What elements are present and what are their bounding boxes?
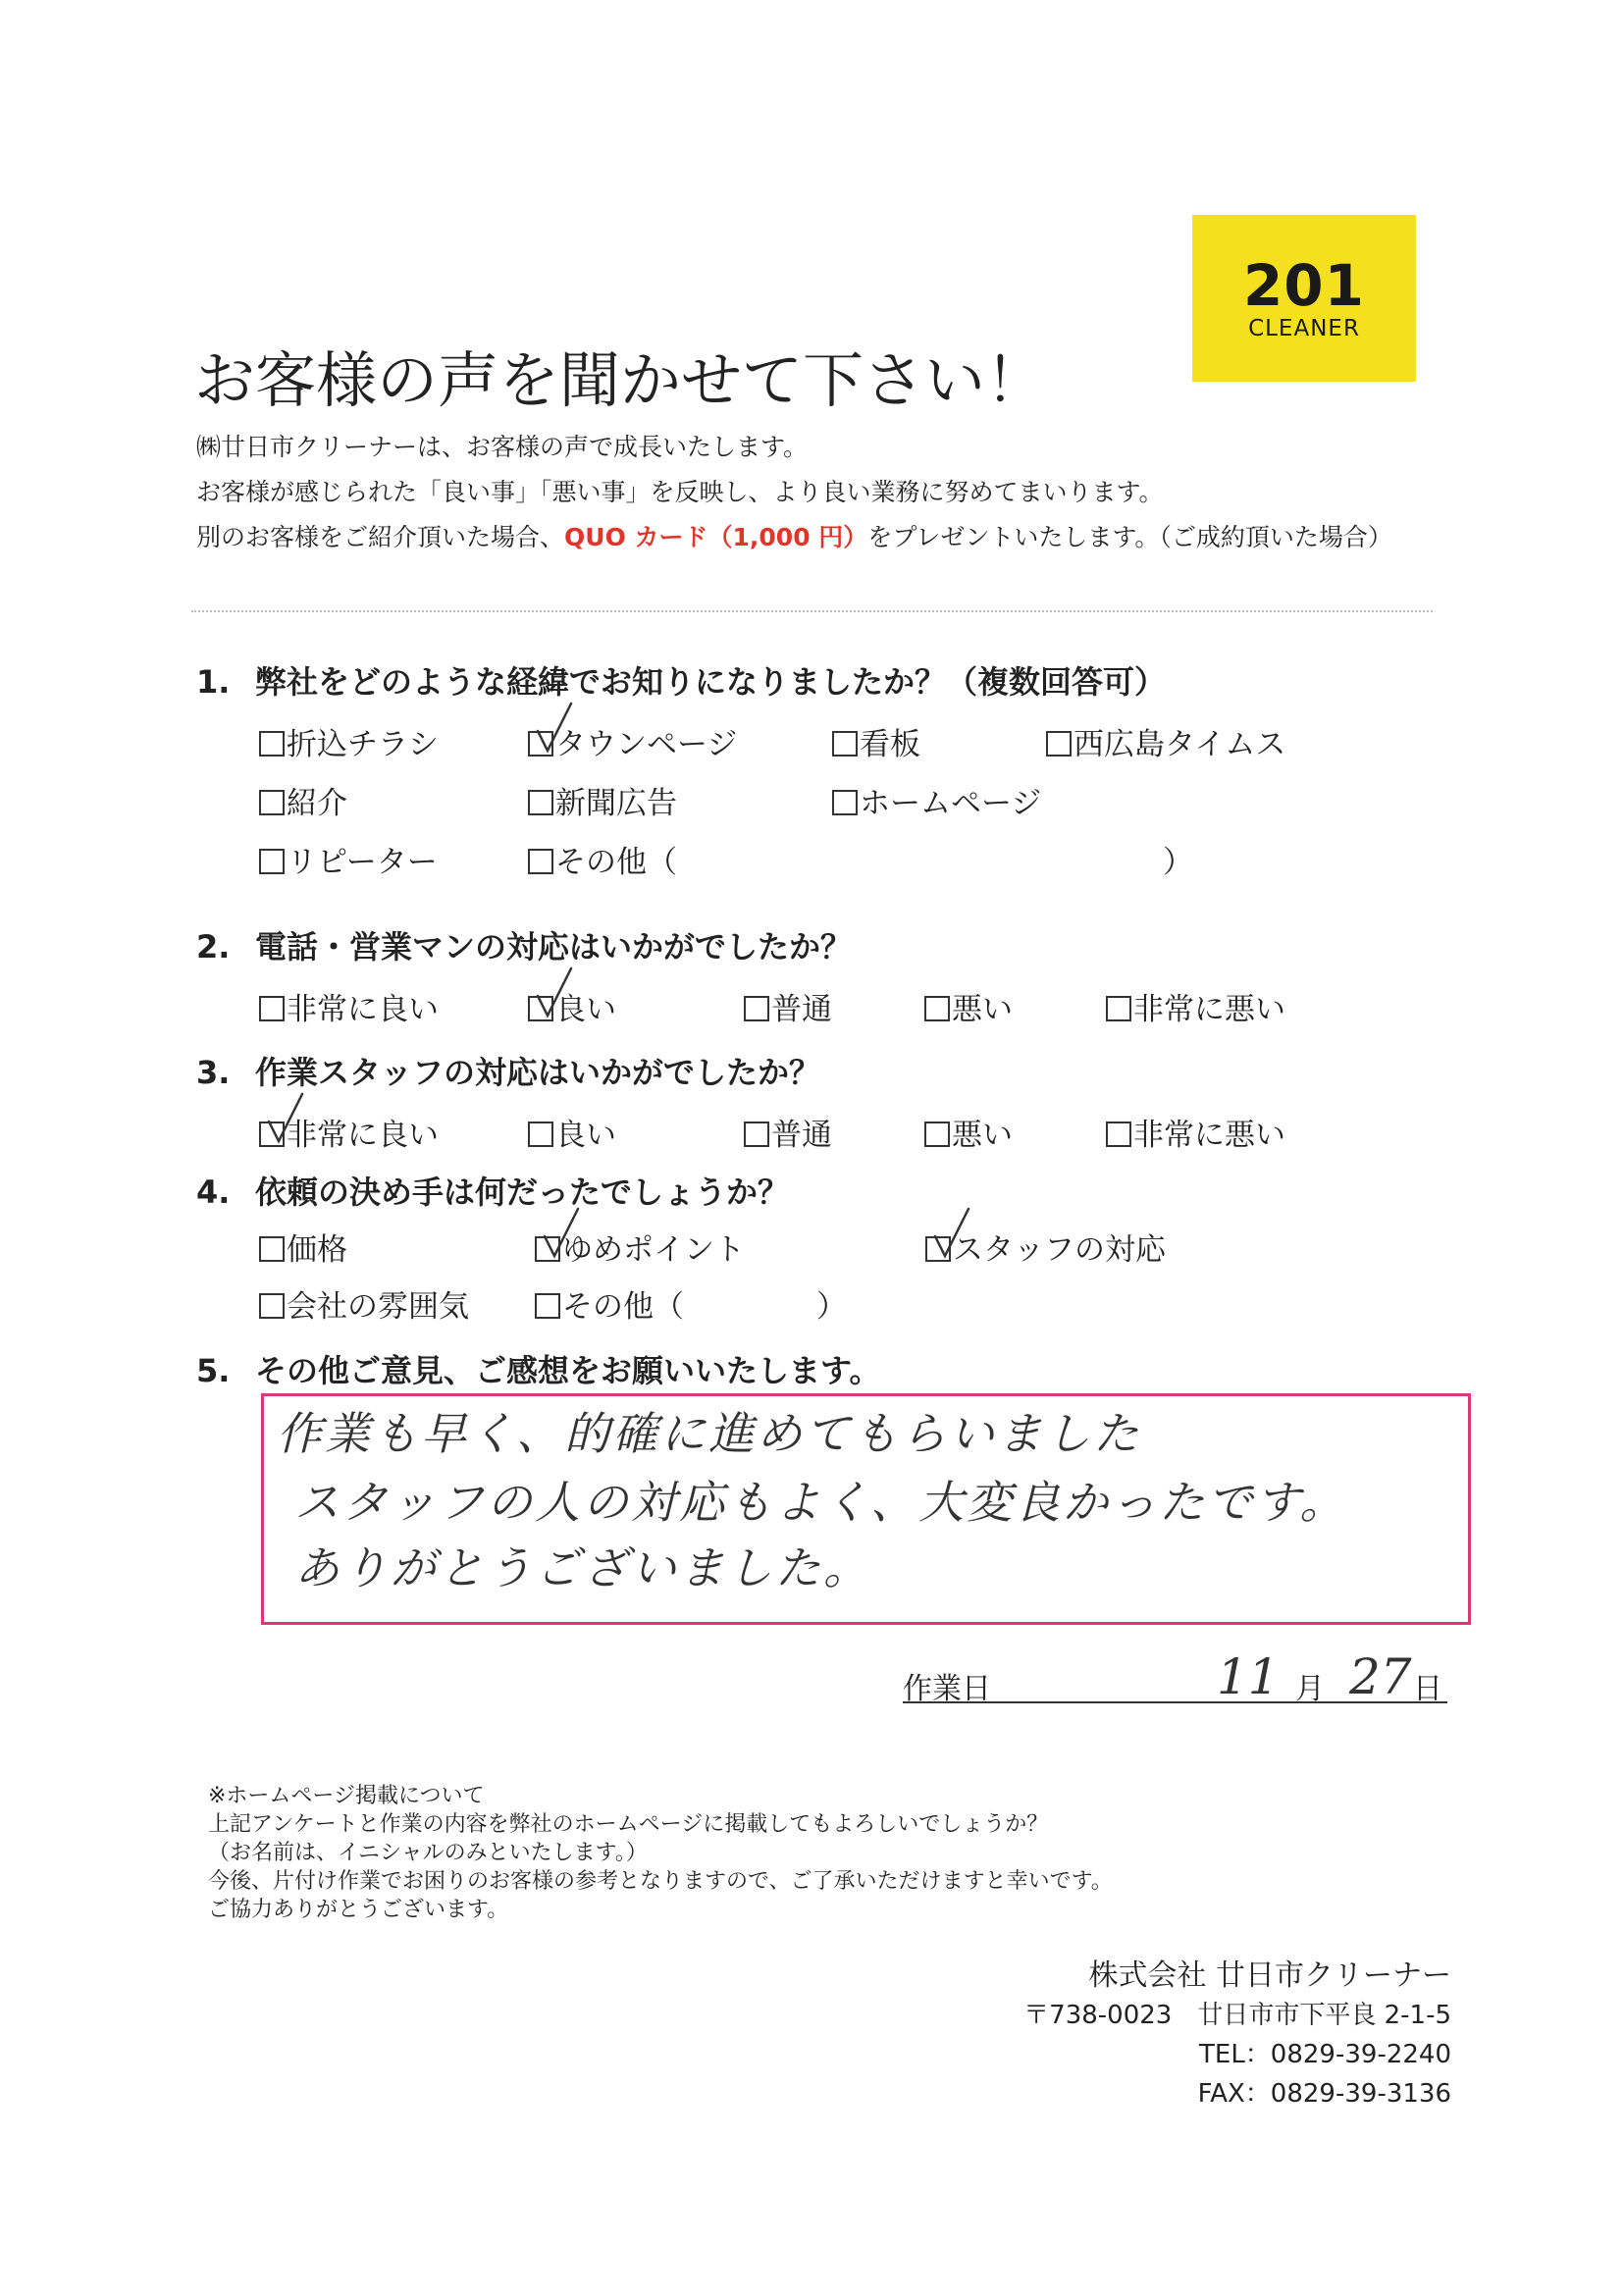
checkbox-checked[interactable] [925, 1236, 951, 1262]
q1-option-nishihiroshima-times[interactable]: 西広島タイムス [1046, 719, 1285, 763]
q4-option-other[interactable]: その他（ [535, 1281, 684, 1326]
handwritten-comment-line-1: 作業も早く、的確に進めてもらいました [277, 1407, 1142, 1460]
intro-line-1: ㈱廿日市クリーナーは、お客様の声で成長いたします。 [196, 433, 809, 461]
q1-option-repeater[interactable]: リピーター [259, 837, 438, 881]
checkbox[interactable] [832, 790, 858, 815]
checkbox[interactable] [259, 996, 285, 1021]
checkbox[interactable] [259, 1236, 285, 1262]
checkbox[interactable] [535, 1293, 560, 1319]
checkbox[interactable] [259, 1293, 285, 1319]
company-address: 〒738-0023 廿日市市下平良 2-1-5 [1023, 2001, 1451, 2030]
checkbox[interactable] [528, 1122, 553, 1147]
checkbox[interactable] [1106, 996, 1131, 1021]
q2-option-bad[interactable]: 悪い [924, 984, 1013, 1028]
question-1-number: 1. [196, 663, 231, 701]
q4-option-yume-point[interactable]: ゆめポイント [535, 1225, 745, 1269]
q3-option-very-good[interactable]: 非常に良い [259, 1110, 439, 1154]
checkbox[interactable] [1106, 1122, 1131, 1147]
q1-option-kanban[interactable]: 看板 [832, 719, 920, 763]
q4-option-atmosphere[interactable]: 会社の雰囲気 [259, 1281, 469, 1326]
checkbox[interactable] [259, 790, 285, 815]
checkbox[interactable] [744, 996, 769, 1021]
checkbox-checked[interactable] [259, 1122, 285, 1147]
quo-card-offer: QUO カード（1,000 円） [564, 523, 868, 551]
checkbox[interactable] [832, 731, 858, 757]
checkbox[interactable] [924, 996, 950, 1021]
company-name: 株式会社 廿日市クリーナー [1088, 1958, 1451, 1993]
question-1 [196, 657, 1166, 703]
q2-option-normal[interactable]: 普通 [744, 984, 832, 1028]
question-2-text: 電話・営業マンの対応はいかがでしたか？ [255, 928, 853, 965]
company-tel: TEL：0829-39-2240 [1199, 2040, 1451, 2069]
q4-option-staff[interactable]: スタッフの対応 [925, 1225, 1166, 1269]
q1-other-close-paren: ） [1163, 845, 1193, 880]
q1-option-homepage[interactable]: ホームページ [832, 778, 1041, 822]
homepage-note-heading: ※ホームページ掲載について [208, 1784, 485, 1808]
work-date-month-value[interactable]: 11 [1217, 1648, 1280, 1705]
checkbox-checked[interactable] [535, 1236, 560, 1262]
question-1-text: 弊社をどのような経緯でお知りになりましたか？（複数回答可） [255, 663, 1167, 701]
q1-option-newspaper[interactable]: 新聞広告 [528, 778, 677, 822]
handwritten-comment-line-2: スタッフの人の対応もよく、大変良かったです。 [294, 1476, 1348, 1529]
logo-number: 201 [1242, 252, 1366, 319]
q4-option-price[interactable]: 価格 [259, 1225, 347, 1269]
homepage-note-line: ご協力ありがとうございます。 [208, 1898, 509, 1922]
checkbox[interactable] [259, 731, 285, 757]
q1-option-shoukai[interactable]: 紹介 [259, 778, 347, 822]
checkbox-checked[interactable] [528, 731, 553, 757]
checkbox[interactable] [924, 1122, 950, 1147]
q3-option-normal[interactable]: 普通 [744, 1110, 832, 1154]
question-4 [196, 1168, 789, 1213]
q1-option-townpage[interactable]: タウンページ [528, 719, 737, 763]
question-5 [196, 1346, 880, 1391]
question-5-text: その他ご意見、ご感想をお願いいたします。 [255, 1352, 881, 1389]
question-3-number: 3. [196, 1054, 231, 1091]
question-3-text: 作業スタッフの対応はいかがでしたか？ [255, 1054, 821, 1091]
q3-option-very-bad[interactable]: 非常に悪い [1106, 1110, 1285, 1154]
checkbox[interactable] [744, 1122, 769, 1147]
work-date-day-label: 日 [1413, 1672, 1442, 1706]
question-2 [196, 922, 852, 967]
work-date-month-label: 月 [1295, 1672, 1325, 1706]
homepage-note-line: （お名前は、イニシャルのみといたします。） [208, 1841, 648, 1865]
checkbox-checked[interactable] [528, 996, 553, 1021]
work-date-day-value[interactable]: 27 [1349, 1648, 1412, 1705]
company-logo [1192, 215, 1416, 382]
divider [191, 610, 1433, 612]
checkbox[interactable] [528, 790, 553, 815]
q3-option-bad[interactable]: 悪い [924, 1110, 1013, 1154]
work-date-label: 作業日 [903, 1672, 991, 1706]
q1-option-other[interactable]: その他（ [528, 837, 677, 881]
page-title: お客様の声を聞かせて下さい！ [194, 344, 1047, 416]
homepage-note-line: 今後、片付け作業でお困りのお客様の参考となりますので、ご了承いただけますと幸いです。 [208, 1869, 1113, 1894]
intro-line-3-post: をプレゼントいたします。（ご成約頂いた場合） [867, 523, 1392, 551]
q2-option-very-bad[interactable]: 非常に悪い [1106, 984, 1285, 1028]
company-fax: FAX：0829-39-3136 [1197, 2079, 1451, 2109]
question-4-number: 4. [196, 1174, 231, 1211]
intro-line-3 [196, 518, 1392, 553]
question-2-number: 2. [196, 928, 231, 965]
checkbox[interactable] [1046, 731, 1072, 757]
checkbox[interactable] [259, 849, 285, 874]
checkbox[interactable] [528, 849, 553, 874]
handwritten-comment-line-3: ありがとうございました。 [294, 1541, 871, 1594]
question-5-number: 5. [196, 1352, 231, 1389]
q2-option-good[interactable]: 良い [528, 984, 616, 1028]
logo-subtitle: CLEANER [1248, 316, 1360, 341]
q4-other-close-paren: ） [816, 1289, 847, 1325]
q3-option-good[interactable]: 良い [528, 1110, 616, 1154]
q1-option-chirashi[interactable]: 折込チラシ [259, 719, 439, 763]
intro-line-3-pre: 別のお客様をご紹介頂いた場合、 [196, 523, 565, 551]
intro-line-2: お客様が感じられた「良い事」「悪い事」を反映し、より良い業務に努めてまいります。 [196, 478, 1164, 506]
q2-option-very-good[interactable]: 非常に良い [259, 984, 439, 1028]
homepage-note-line: 上記アンケートと作業の内容を弊社のホームページに掲載してもよろしいでしょうか？ [208, 1812, 1049, 1837]
question-4-text: 依頼の決め手は何だったでしょうか？ [255, 1174, 790, 1211]
question-3 [196, 1048, 820, 1093]
